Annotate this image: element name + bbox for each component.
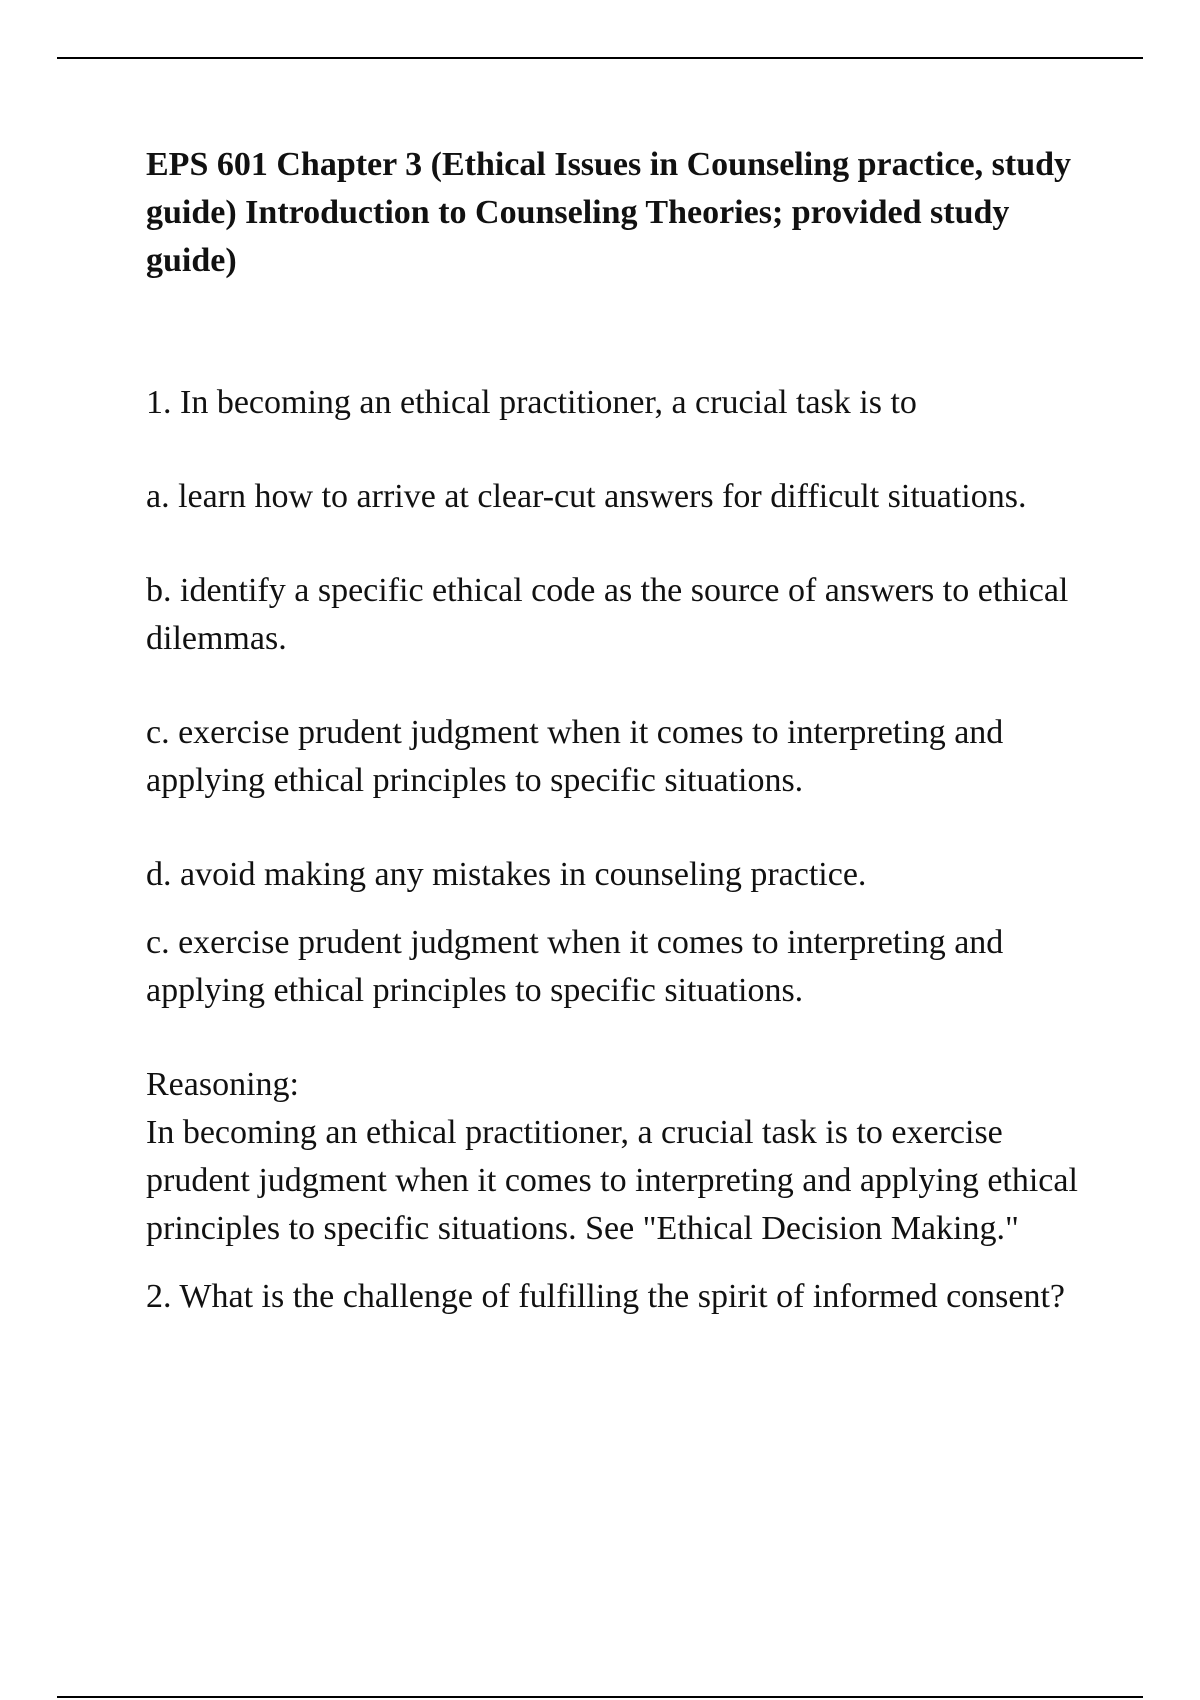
question-1-option-a: a. learn how to arrive at clear-cut answers for difficult situations. (146, 478, 1027, 515)
question-1-answer: c. exercise prudent judgment when it comes to interpreting and applying ethical principles to specific situations. (146, 924, 1004, 1009)
question-1-option-b: b. identify a specific ethical code as the source of answers to ethical dilemmas. (146, 572, 1069, 657)
question-2-prompt: 2. What is the challenge of fulfilling the spirit of informed consent? (146, 1278, 1066, 1315)
question-1-option-c: c. exercise prudent judgment when it comes to interpreting and applying ethical principles to specific situations. (146, 714, 1004, 799)
bottom-rule (57, 1696, 1143, 1698)
top-rule (57, 57, 1143, 59)
question-1-prompt: 1. In becoming an ethical practitioner, a crucial task is to (146, 384, 917, 421)
reasoning-label: Reasoning: (146, 1066, 299, 1103)
reasoning-text: In becoming an ethical practitioner, a crucial task is to exercise prudent judgment when it comes to interpreting and applying ethical principles to specific situations. See "Ethical Decision Making." (146, 1114, 1078, 1247)
question-1-option-d: d. avoid making any mistakes in counseling practice. (146, 856, 867, 893)
document-body (146, 141, 1106, 1321)
document-title: EPS 601 Chapter 3 (Ethical Issues in Counseling practice, study guide) Introduction to Counseling Theories; provided study guide) (146, 146, 1072, 279)
question-1-reasoning (146, 1061, 1106, 1253)
